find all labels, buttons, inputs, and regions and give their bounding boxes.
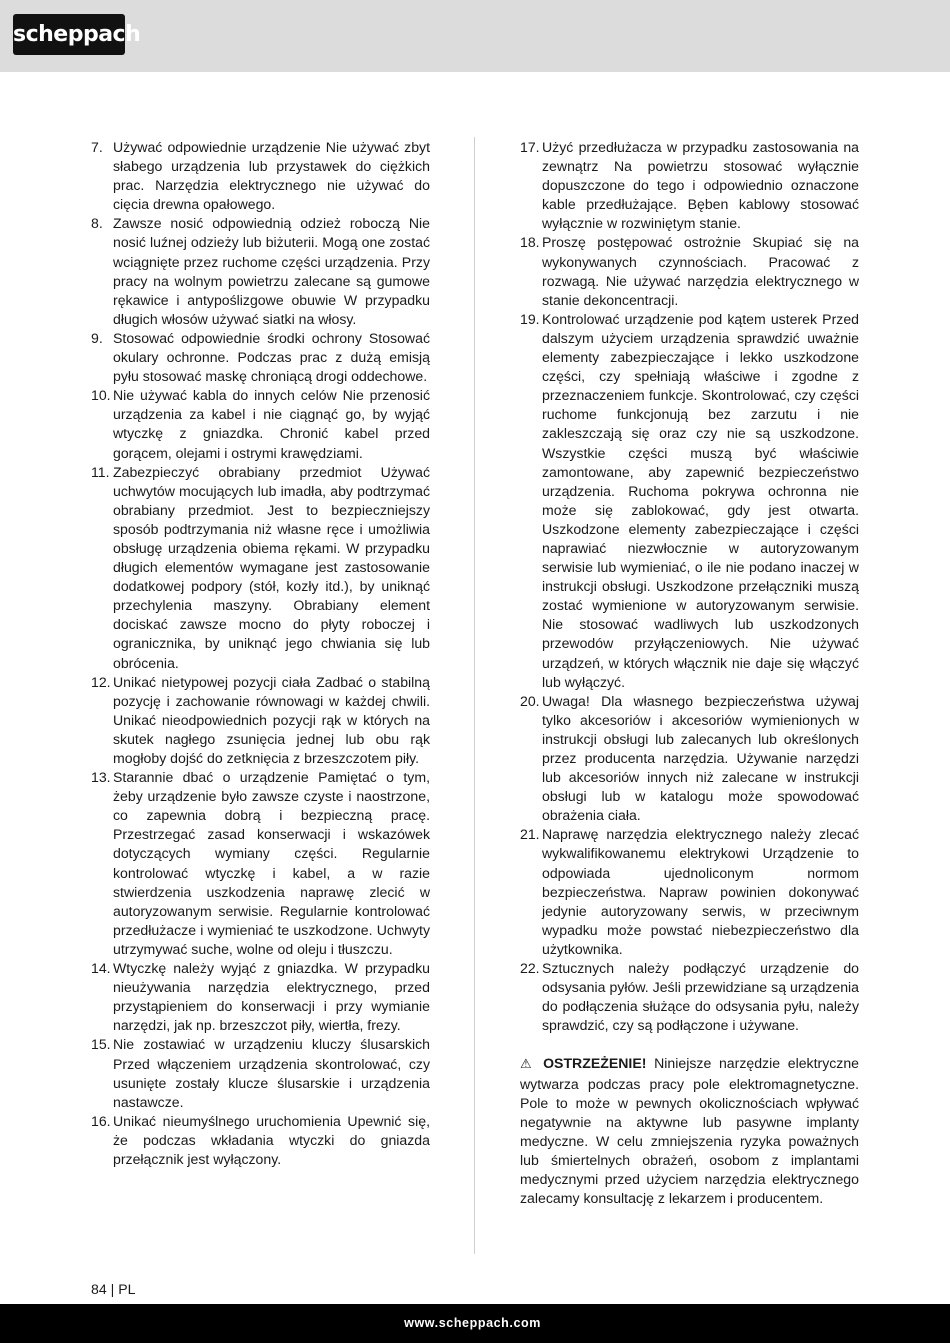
list-item-text: Stosować odpowiednie środki ochrony Stosować okulary ochronne. Podczas prac z dużą emisją pyłu stosować maskę chroniącą drogi oddechowe. bbox=[113, 329, 430, 385]
list-item-number: 7. bbox=[91, 139, 103, 155]
list-item bbox=[91, 463, 430, 673]
list-item bbox=[91, 386, 430, 462]
page-footer-label bbox=[91, 1280, 135, 1299]
website-url: www.scheppach.com bbox=[404, 1316, 541, 1330]
warning-triangle-icon: ⚠ bbox=[520, 1057, 536, 1073]
list-item-number: 8. bbox=[91, 215, 103, 232]
list-item-number: 18. bbox=[520, 234, 540, 251]
list-item-number: 10. bbox=[91, 387, 111, 404]
list-item-text: Użyć przedłużacza w przypadku zastosowania na zewnątrz Na powietrzu stosować wyłącznie dopuszczone do tego i odpowiednio oznaczone kable przedłużające. Bęben kablowy stosować wyłącznie w rozwiniętym stanie. bbox=[542, 139, 859, 232]
list-item-number: 14. bbox=[91, 960, 111, 977]
list-item-text: Kontrolować urządzenie pod kątem usterek Przed dalszym użyciem urządzenia sprawdzić uważnie elementy zabezpieczające i lekko uszkodzone części, czy spełniają właściwe i zgodne z przeznaczeniem funkcje. Skontrolować, czy części ruchome funkcjonują bez zarzutu i nie zakleszczają się oraz czy nie są uszkodzone. Wszystkie części muszą być właściwie zamontowane, aby zapewnić bezpieczeństwo urządzenia. Ruchoma pokrywa ochronna nie może się zablokować, gdy jest otwarta. Uszkodzone elementy zabezpieczające i części naprawiać niezwłocznie w autoryzowanym serwisie lub wymieniać, o ile nie podano inaczej w instrukcji obsługi. Uszkodzone przełączniki muszą zostać wymienione w autoryzowanym serwisie. Nie stosować wadliwych lub uszkodzonych przewodów przyłączeniowych. Nie używać urządzeń, w których włącznik nie daje się włączyć lub wyłączyć. bbox=[542, 310, 859, 690]
list-item bbox=[91, 214, 430, 329]
list-item-text: Nie używać kabla do innych celów Nie przenosić urządzenia za kabel i nie ciągnąć go, by wyjąć wtyczkę z gniazdka. Chronić kabel przed gorącem, olejami i ostrymi krawędziami. bbox=[113, 387, 430, 461]
list-item bbox=[520, 692, 859, 826]
column-divider bbox=[474, 137, 475, 1254]
warning-paragraph bbox=[520, 1054, 859, 1208]
list-item-number: 17. bbox=[520, 139, 540, 155]
list-item-text: Proszę postępować ostrożnie Skupiać się na wykonywanych czynnościach. Pracować z rozwagą. Nie używać narzędzia elektrycznego w stanie dekoncentracji. bbox=[542, 234, 859, 308]
list-item bbox=[520, 310, 859, 692]
list-item-text: Unikać nieumyślnego uruchomienia Upewnić się, że podczas wkładania wtyczki do gniazda przełącznik jest wyłączony. bbox=[113, 1112, 430, 1167]
list-item-number: 11. bbox=[91, 463, 110, 480]
list-item-number: 16. bbox=[91, 1112, 111, 1129]
list-item-number: 21. bbox=[520, 826, 540, 843]
page-separator: | bbox=[110, 1281, 115, 1297]
safety-list-left bbox=[91, 138, 430, 1169]
list-item bbox=[520, 825, 859, 959]
list-item-text: Używać odpowiednie urządzenie Nie używać zbyt słabego urządzenia lub przystawek do ciężkich prac. Narzędzia elektrycznego nie używać do cięcia drewna opałowego. bbox=[113, 139, 430, 213]
list-item bbox=[91, 329, 430, 386]
safety-list-right bbox=[520, 138, 859, 1035]
right-column bbox=[520, 138, 859, 1222]
list-item-text: Zabezpieczyć obrabiany przedmiot Używać uchwytów mocujących lub imadła, aby podtrzymać obrabiany przedmiot. Jest to bezpieczniejszy sposób podtrzymania niż własne ręce i umożliwia obsługę urządzenia obiema rękami. W przypadku długich elementów wymagane jest zastosowanie dodatkowej podpory (stół, kozły itd.), by uniknąć przechylenia maszyny. Obrabiany element dociskać zawsze mocno do płyty roboczej i ogranicznika, by uniknąć jego chwiania się lub obrócenia. bbox=[113, 463, 430, 671]
list-item-number: 19. bbox=[520, 310, 540, 327]
list-item bbox=[91, 768, 430, 959]
list-item-text: Uwaga! Dla własnego bezpieczeństwa używaj tylko akcesoriów i akcesoriów wymienionych w instrukcji obsługi lub zalecanych lub określonych przez producenta narzędzia. Używanie narzędzi lub akcesoriów innych niż zalecane w instrukcji obsługi lub w katalogu może spowodować obrażenia ciała. bbox=[542, 692, 859, 824]
list-item bbox=[91, 1035, 430, 1111]
list-item bbox=[91, 138, 430, 214]
language-code: PL bbox=[118, 1281, 136, 1297]
list-item bbox=[520, 233, 859, 309]
list-item-text: Sztucznych należy podłączyć urządzenie do odsysania pyłów. Jeśli przewidziane są urządzenia do podłączenia służące do odsysania pyłu, należy sprawdzić, czy są podłączone i używane. bbox=[542, 960, 859, 1034]
brand-logo: scheppach bbox=[13, 14, 125, 55]
list-item-number: 20. bbox=[520, 692, 540, 709]
warning-text: Niniejsze narzędzie elektryczne wytwarza podczas pracy pole elektromagnetyczne. Pole to może w pewnych okolicznościach wpływać negatywnie na aktywne lub pasywne implanty medyczne. W celu zmniejszenia ryzyka poważnych lub śmiertelnych obrażeń, osobom z implantami medycznymi przed użyciem narzędzia elektrycznego zalecamy konsultację z lekarzem i producentem. bbox=[520, 1055, 860, 1207]
list-item bbox=[91, 673, 430, 768]
header-band bbox=[0, 0, 950, 72]
left-column bbox=[91, 138, 430, 1169]
list-item-number: 15. bbox=[91, 1036, 111, 1053]
list-item bbox=[520, 959, 859, 1035]
list-item-text: Starannie dbać o urządzenie Pamiętać o tym, żeby urządzenie było zawsze czyste i naostrzone, co zapewnia dobrą i bezpieczną pracę. Przestrzegać zasad konserwacji i wskazówek dotyczących wymiany części. Regularnie kontrolować wtyczkę i kabel, a w razie stwierdzenia uszkodzenia naprawę zlecić w autoryzowanym serwisie. Regularnie kontrolować przedłużacze i wymieniać te uszkodzone. Uchwyty utrzymywać suche, wolne od oleju i tłuszczu. bbox=[113, 769, 430, 957]
list-item bbox=[91, 1112, 430, 1169]
list-item-text: Wtyczkę należy wyjąć z gniazdka. W przypadku nieużywania narzędzia elektrycznego, przed przystąpieniem do konserwacji i przy wymianie narzędzi, jak np. brzeszczot piły, wiertła, frezy. bbox=[113, 960, 430, 1034]
list-item-number: 22. bbox=[520, 960, 540, 977]
list-item-text: Naprawę narzędzia elektrycznego należy zlecać wykwalifikowanemu elektrykowi Urządzenie to odpowiada ujednoliconym normom bezpieczeństwa. Napraw powinien dokonywać jedynie autoryzowany serwis, w przeciwnym wypadku może powstać niebezpieczeństwo dla użytkownika. bbox=[542, 826, 859, 957]
list-item-text: Zawsze nosić odpowiednią odzież roboczą Nie nosić luźnej odzieży lub biżuterii. Mogą one zostać wciągnięte przez ruchome części urządzenia. Przy pracy na wolnym powietrzu zalecane są gumowe rękawice i antypoślizgowe obuwie W przypadku długich włosów używać siatki na włosy. bbox=[113, 215, 430, 327]
page-number: 84 bbox=[91, 1281, 107, 1297]
list-item bbox=[91, 959, 430, 1035]
footer-band bbox=[0, 1304, 950, 1343]
list-item bbox=[520, 138, 859, 233]
warning-label: OSTRZEŻENIE! bbox=[543, 1055, 647, 1072]
list-item-text: Nie zostawiać w urządzeniu kluczy ślusarskich Przed włączeniem urządzenia skontrolować, czy usunięte zostały klucze ślusarskie i urządzenia nastawcze. bbox=[113, 1036, 430, 1110]
list-item-number: 12. bbox=[91, 673, 111, 690]
list-item-number: 13. bbox=[91, 769, 111, 786]
list-item-number: 9. bbox=[91, 329, 103, 346]
list-item-text: Unikać nietypowej pozycji ciała Zadbać o stabilną pozycję i zachowanie równowagi w każdej chwili. Unikać nieodpowiednich pozycji rąk w których na skutek nagłego zsunięcia jednej lub obu rąk mogłoby dojść do zetknięcia z brzeszczotem piły. bbox=[113, 673, 430, 766]
